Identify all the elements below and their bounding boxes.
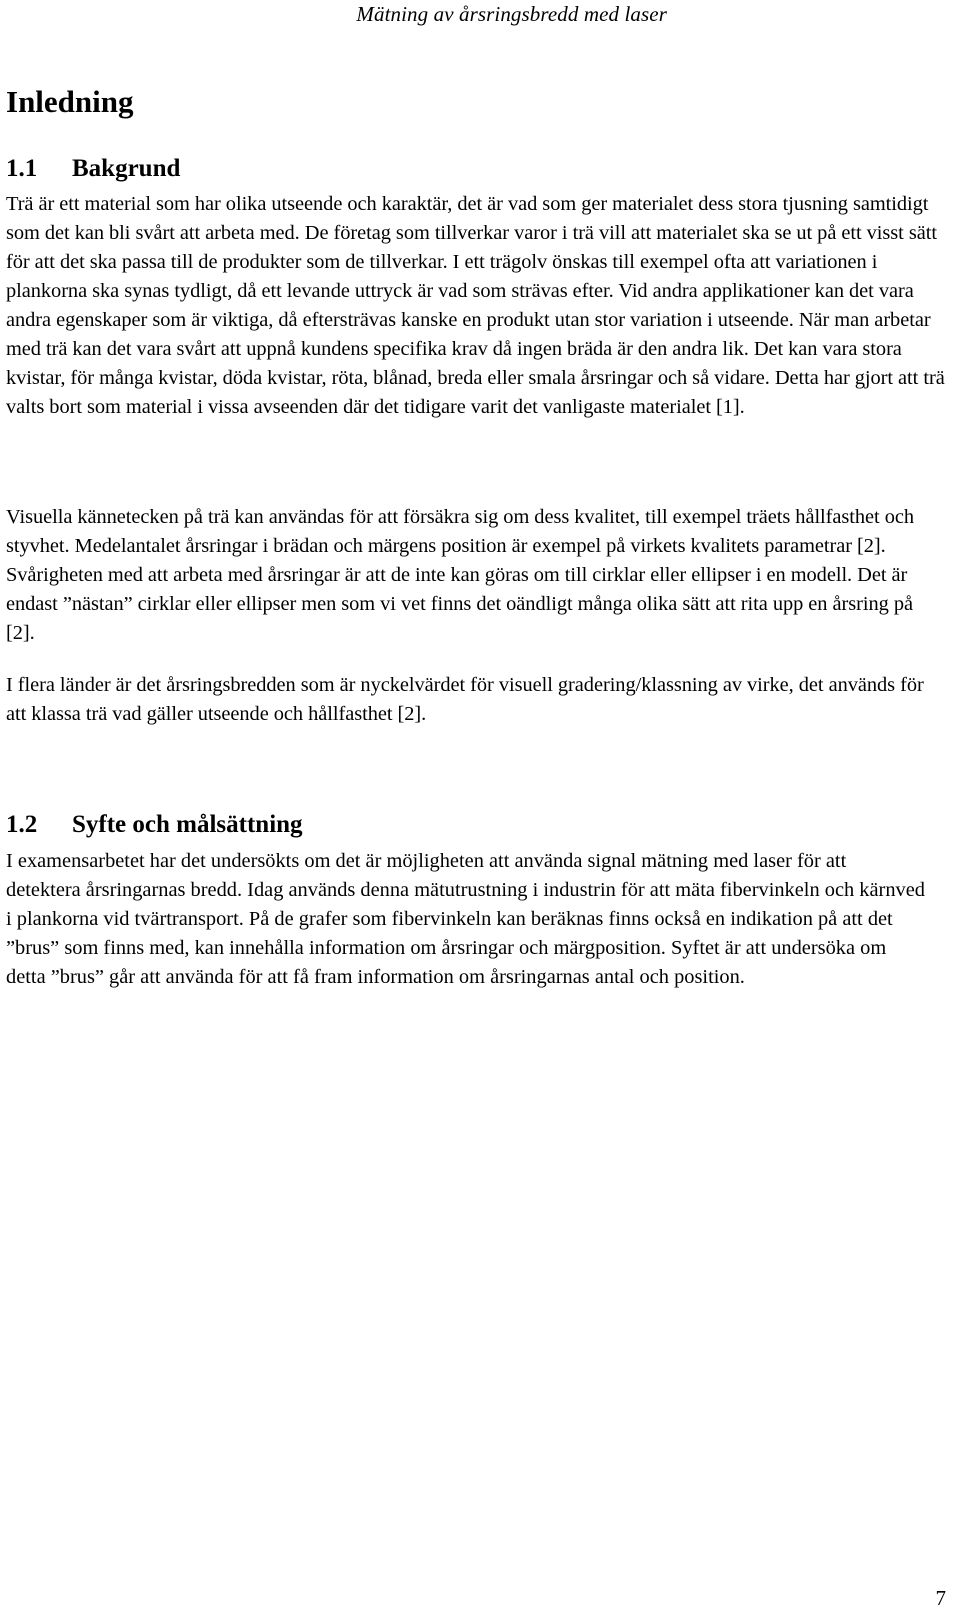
paragraph-bakgrund-2: Visuella kännetecken på trä kan användas för att försäkra sig om dess kvalitet, till exempel träets hållfasthet och styvhet. Medelantalet årsringar i brädan och märgens position är exempel på virkets kvalitets parametrar [2]. Svårigheten med att arbeta med årsringar är att de inte kan göras om till cirklar eller ellipser i en modell. Det är endast ”nästan” cirklar eller ellipser men som vi vet finns det oändligt många olika sätt att rita upp en årsring på [2]. — [6, 506, 915, 644]
section-heading-syfte — [6, 810, 303, 840]
paragraph-bakgrund-1: Trä är ett material som har olika utseende och karaktär, det är vad som ger materialet dess stora tjusning samtidigt som det kan bli svårt att arbeta med. De företag som tillverkar varor i trä vill att materialet ska se ut på ett visst sätt för att det ska passa till de produkter som de tillverkar. I ett trägolv önskas till exempel ofta att variationen i plankorna ska synas tydligt, då ett levande uttryck är vad som strävas efter. Vid andra applikationer kan det vara andra egenskaper som är viktiga, då eftersträvas kanske en produkt utan stor variation i utseende. När man arbetar med trä kan det vara svårt att uppnå kundens specifika krav då ingen bräda är den andra lik. Det kan vara stora kvistar, för många kvistar, döda kvistar, röta, blånad, breda eller smala årsringar och så vidare. Detta har gjort att trä valts bort som material i vissa avseenden där det tidigare varit det vanligaste materialet [1]. — [6, 193, 945, 418]
paragraph-bakgrund-3: I flera länder är det årsringsbredden som är nyckelvärdet för visuell gradering/klassning av virke, det används för att klassa trä vad gäller utseende och hållfasthet [2]. — [6, 674, 924, 725]
section-number: 1.2 — [6, 811, 38, 838]
chapter-title: Inledning — [6, 84, 134, 119]
section-title-text: Bakgrund — [72, 155, 181, 182]
paragraph-syfte-1: I examensarbetet har det undersökts om det är möjligheten att använda signal mätning med laser för att detektera årsringarnas bredd. Idag används denna mätutrustning i industrin för att mäta fibervinkeln och kärnved i plankorna vid tvärtransport. På de grafer som fibervinkeln kan beräknas finns också en indikation på att det ”brus” som finns med, kan innehålla information om årsringar och märgposition. Syftet är att undersöka om detta ”brus” går att använda för att få fram information om årsringarnas antal och position. — [6, 850, 925, 988]
page-number: 7 — [935, 1586, 946, 1610]
section-heading-bakgrund — [6, 154, 180, 184]
running-header: Mätning av årsringsbredd med laser — [356, 2, 667, 26]
section-number: 1.1 — [6, 155, 38, 182]
section-title-text: Syfte och målsättning — [72, 811, 303, 838]
